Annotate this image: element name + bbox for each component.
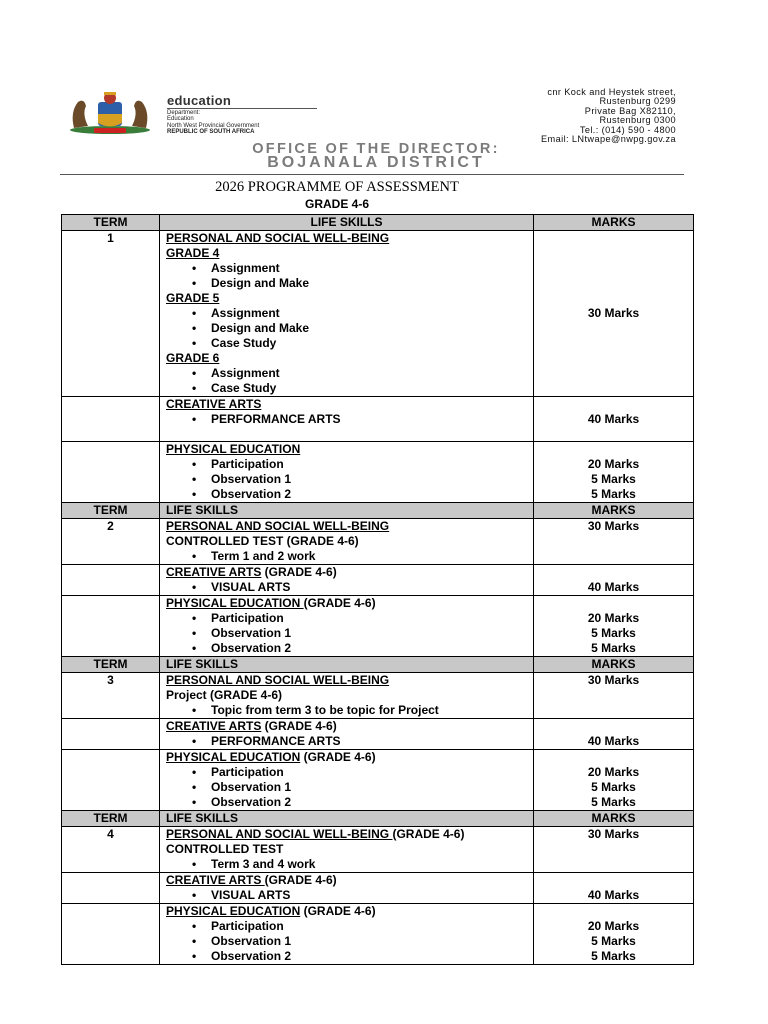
list-item: • Participation (192, 919, 527, 934)
term1-psw-cell (160, 231, 534, 397)
list-item: • VISUAL ARTS (192, 580, 527, 595)
marks-value: 5 Marks (591, 472, 636, 486)
list-item: • PERFORMANCE ARTS (192, 734, 527, 749)
table-row: 4 PERSONAL AND SOCIAL WELL-BEING (GRADE 4-6) CONTROLLED TEST • Term 3 and 4 work 30 Marks (62, 827, 694, 873)
grade-heading: GRADE 6 (166, 351, 220, 365)
section-heading: PERSONAL AND SOCIAL WELL-BEING (166, 519, 390, 533)
marks-value: 20 Marks (587, 457, 640, 471)
section-heading: CREATIVE ARTS (166, 719, 262, 733)
task-list (166, 549, 527, 564)
list-item: • Case Study (192, 336, 527, 351)
list-item: • Observation 2 (192, 949, 527, 964)
section-heading: PHYSICAL EDUCATION (166, 596, 304, 610)
table-row: PHYSICAL EDUCATION (GRADE 4-6) • Participation • Observation 1 • Observation 2 20 Marks 5 Marks 5 Marks (62, 904, 694, 965)
marks-header: MARKS (534, 215, 694, 231)
header-divider (60, 174, 684, 175)
marks-value: 5 Marks (591, 949, 636, 963)
task-list (166, 888, 527, 903)
marks-value: 30 Marks (534, 519, 694, 565)
marks-value: 30 Marks (534, 827, 694, 873)
list-item: • Term 3 and 4 work (192, 857, 527, 872)
marks-value: 5 Marks (591, 487, 636, 501)
list-item: • Term 1 and 2 work (192, 549, 527, 564)
list-item: • Observation 1 (192, 472, 527, 487)
letterhead (60, 82, 684, 178)
section-heading: PERSONAL AND SOCIAL WELL-BEING (166, 231, 390, 245)
skills-header: LIFE SKILLS (160, 215, 534, 231)
list-item: • Observation 1 (192, 934, 527, 949)
term-header: TERM (62, 215, 160, 231)
table-row (62, 397, 694, 442)
term-number: 3 (62, 673, 160, 719)
list-item: • Design and Make (192, 321, 527, 336)
task-list (166, 412, 527, 427)
section-heading: CREATIVE ARTS (166, 565, 262, 579)
marks-stack (534, 596, 694, 657)
list-item: • PERFORMANCE ARTS (192, 412, 527, 427)
term-number: 1 (62, 231, 160, 397)
term-number: 2 (62, 519, 160, 565)
table-row (62, 231, 694, 397)
list-item: • VISUAL ARTS (192, 888, 527, 903)
grade-title: GRADE 4-6 (304, 197, 369, 211)
task-list (166, 611, 527, 656)
sub-heading: CONTROLLED TEST (166, 842, 284, 856)
term1-pe-cell (160, 442, 534, 503)
task-list (166, 457, 527, 502)
list-item: • Observation 2 (192, 641, 527, 656)
marks-value: 40 Marks (534, 397, 694, 442)
office-heading: OFFICE OF THE DIRECTOR: BOJANALA DISTRICT (252, 141, 500, 171)
marks-value: 30 Marks (534, 231, 694, 397)
marks-value: 5 Marks (591, 934, 636, 948)
list-item: • Participation (192, 611, 527, 626)
marks-stack (534, 442, 694, 503)
marks-value: 5 Marks (591, 641, 636, 655)
marks-value: 40 Marks (534, 873, 694, 904)
marks-value: 20 Marks (587, 765, 640, 779)
list-item: • Observation 1 (192, 780, 527, 795)
marks-value: 30 Marks (534, 673, 694, 719)
task-list (166, 306, 527, 351)
section-heading: PHYSICAL EDUCATION (166, 750, 301, 764)
section-heading: CREATIVE ARTS (166, 873, 265, 887)
list-item: • Assignment (192, 306, 527, 321)
table-row: PHYSICAL EDUCATION (GRADE 4-6) • Participation • Observation 1 • Observation 2 20 Marks 5 Marks 5 Marks (62, 596, 694, 657)
table-header-row (62, 215, 694, 231)
task-list (166, 857, 527, 872)
marks-value: 20 Marks (587, 611, 640, 625)
list-item: • Participation (192, 457, 527, 472)
marks-stack (534, 750, 694, 811)
table-row: PHYSICAL EDUCATION (GRADE 4-6) • Participation • Observation 1 • Observation 2 20 Marks 5 Marks 5 Marks (62, 750, 694, 811)
office-address: cnr Kock and Heystek street, Rustenburg 0299 Private Bag X82110, Rustenburg 0300 Tel.: (014) 590 - 4800 Email: LNtwape@nwpg.gov.za (541, 87, 676, 145)
list-item: • Observation 1 (192, 626, 527, 641)
list-item: • Assignment (192, 366, 527, 381)
task-list (166, 734, 527, 749)
sub-heading: Project (GRADE 4-6) (166, 688, 283, 702)
marks-value: 5 Marks (591, 795, 636, 809)
term1-ca-cell (160, 397, 534, 442)
marks-value: 5 Marks (591, 780, 636, 794)
section-heading: CREATIVE ARTS (166, 397, 262, 411)
list-item: • Topic from term 3 to be topic for Project (192, 703, 527, 718)
grade-heading: GRADE 4 (166, 246, 220, 260)
department-lines: Department: Education North West Provincial Government REPUBLIC OF SOUTH AFRICA (167, 110, 260, 136)
term-header-row: TERM LIFE SKILLS MARKS (62, 503, 694, 519)
table-row: CREATIVE ARTS (GRADE 4-6) • PERFORMANCE ARTS 40 Marks (62, 719, 694, 750)
marks-value: 20 Marks (587, 919, 640, 933)
task-list (166, 919, 527, 964)
marks-value: 40 Marks (534, 719, 694, 750)
table-row (62, 442, 694, 503)
list-item: • Design and Make (192, 276, 527, 291)
section-heading: PERSONAL AND SOCIAL WELL-BEING (166, 673, 390, 687)
term-header-row: TERM LIFE SKILLS MARKS (62, 657, 694, 673)
marks-value: 5 Marks (591, 626, 636, 640)
assessment-table (61, 214, 694, 965)
task-list (166, 765, 527, 810)
marks-stack (534, 904, 694, 965)
marks-value: 40 Marks (534, 565, 694, 596)
list-item: • Case Study (192, 381, 527, 396)
list-item: • Assignment (192, 261, 527, 276)
section-heading: PHYSICAL EDUCATION (166, 904, 301, 918)
document-title: 2026 PROGRAMME OF ASSESSMENT (215, 179, 459, 195)
sub-heading: CONTROLLED TEST (GRADE 4-6) (166, 534, 359, 548)
table-row (62, 519, 694, 565)
section-heading: PERSONAL AND SOCIAL WELL-BEING (166, 827, 393, 841)
list-item: • Observation 2 (192, 795, 527, 810)
table-row (62, 673, 694, 719)
table-row: CREATIVE ARTS (GRADE 4-6) • VISUAL ARTS 40 Marks (62, 873, 694, 904)
section-heading: PHYSICAL EDUCATION (166, 442, 301, 456)
table-row: CREATIVE ARTS (GRADE 4-6) • VISUAL ARTS 40 Marks (62, 565, 694, 596)
task-list (166, 261, 527, 291)
coat-of-arms-icon (64, 90, 156, 136)
grade-heading: GRADE 5 (166, 291, 220, 305)
term-header-row: TERM LIFE SKILLS MARKS (62, 811, 694, 827)
department-block (167, 94, 377, 136)
education-wordmark: education (167, 94, 317, 109)
task-list (166, 366, 527, 396)
term-number: 4 (62, 827, 160, 873)
task-list (166, 703, 527, 718)
task-list (166, 580, 527, 595)
list-item: • Observation 2 (192, 487, 527, 502)
list-item: • Participation (192, 765, 527, 780)
